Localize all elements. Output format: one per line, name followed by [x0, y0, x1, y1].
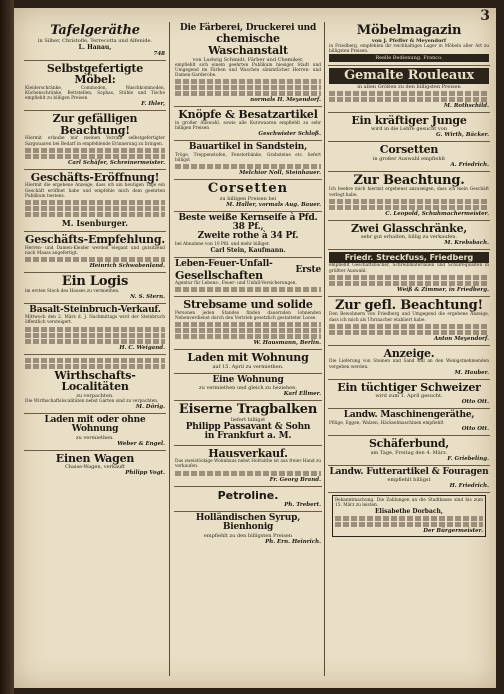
ad-title-line1: Leben-Feuer-Unfall-: [175, 259, 273, 270]
ad-signature: Anton Meyendorf.: [433, 335, 489, 342]
ad-text: Hiermit erlaube mir meinen Vorrath selbstgefertigter Sargwaaren bei Bedarf in empfehlende Erinnerung zu bringen.: [25, 136, 165, 147]
ad-text: zu billigen Preisen bei: [219, 195, 277, 202]
ad-title: Geschäfts-Eröffnung!: [30, 170, 160, 184]
ad-geschaefts-empfehlung: [24, 232, 166, 273]
ad-title: Zwei Glasschränke,: [350, 221, 468, 235]
ad-text: bei Abnahme von 10 Pfd. und mehr billiger.: [175, 241, 270, 247]
ad-signature: M. Haller, vormals Aug. Bauer.: [226, 201, 321, 208]
ad-text: Kleiderschränke, Commoden, Waschkommoden, Küchenschränke, Bettstellen, Sophas, Stühle und Tische empfiehlt zu billigen Preisen: [25, 85, 165, 102]
ad-text: Die Wirthschaftslocalitäten nebst Garten sind zu verpachten.: [25, 398, 159, 404]
ad-title: Corsetten: [379, 143, 439, 157]
ad-signature: Melchior Noll, Steinhauer.: [239, 169, 321, 176]
ad-futterartikel: [328, 466, 490, 493]
ad-text: empfiehlt sich einem geehrten Publikum hiesiger Stadt und Umgegend im Färben und Waschen sämmtlicher Herren- und Damen-Garderobe.: [175, 62, 321, 78]
ad-signature: W. Hausmann, Berlin.: [253, 340, 321, 347]
ad-title: Corsetten: [207, 180, 289, 196]
ad-title: Selbstgefertigte Möbel:: [46, 61, 144, 87]
ad-title: Basalt-Steinbruch-Verkauf.: [29, 304, 161, 315]
ad-signature: Fr. Georg Brand.: [269, 476, 321, 483]
ad-tafelgeraethe: [24, 22, 166, 61]
ad-moebelmagazin: [328, 22, 490, 66]
ad-text: zu vermiethen und gleich zu beziehen.: [199, 385, 297, 392]
ad-schweizer: [328, 380, 490, 410]
ad-junge: [328, 113, 490, 143]
ad-corsetten-right: [328, 142, 490, 172]
ad-anzeige: [328, 346, 490, 380]
ad-signature: Ph. Ern. Heinrich.: [265, 538, 321, 545]
ad-laden-wohnung: [174, 350, 322, 374]
ad-city: in Frankfurt a. M.: [204, 431, 292, 442]
ad-title: Zur gefälligen Beachtung!: [52, 112, 138, 137]
ad-signature: M. Hauber.: [454, 369, 489, 376]
ad-wohnung: [174, 374, 322, 401]
ad-title: Landw. Futterartikel & Fouragen: [329, 466, 489, 477]
ad-text: Personen jeden Standes finden dauernden lohnenden Nebenverdienst durch den Vertrieb gesetzlich gestatteter Loose.: [175, 310, 321, 322]
ad-text: Herren- und Damen-Kleider werden elegant und gutsitzend nach Maass angefertigt.: [25, 245, 165, 256]
ad-name: L. Hanau,: [78, 43, 112, 51]
ad-text: Hiermit die ergebene Anzeige, dass ich am heutigen Tage ein Geschäft eröffnet habe und empfehle mich dem geehrten Publikum bestens.: [25, 183, 165, 199]
ad-text: empfiehlt billigst: [387, 476, 431, 483]
ad-text: in großer Auswahl, sowie alle Kurzwaaren empfiehlt zu sehr billigen Preisen: [175, 120, 321, 131]
ad-zur-beachtung: [328, 172, 490, 221]
notice-signature: Der Bürgermeister.: [423, 528, 483, 535]
ad-title-line1: Die Färberei, Druckerei und: [179, 23, 317, 33]
ad-title: Ein Logis: [61, 273, 129, 289]
ad-moebel: [24, 61, 166, 112]
ad-subtitle: zu verpachten.: [76, 392, 114, 399]
ad-title: Hausverkauf.: [208, 446, 288, 460]
ad-text: Die Lieferung von Steinen und Sand soll an den Wenigstnehmenden vergeben werden.: [329, 359, 489, 370]
ad-signature: C. Leopold, Schuhmachermeister.: [385, 210, 489, 217]
ad-signature: Otto Ott.: [461, 399, 489, 406]
ad-sandstein: [174, 141, 322, 180]
ad-text: Chaise-Wagen, verkauft: [64, 464, 126, 471]
ad-text: Das zweistöckige Wohnhaus nebst Hofraithe ist aus freier Hand zu verkaufen.: [175, 459, 321, 470]
ad-text: in Friedberg, empfehlen ihr reichhaltiges Lager in Möbeln aller Art zu billigsten Preisen.: [329, 43, 489, 54]
ad-text: liefert billigst: [230, 416, 266, 423]
ad-text: Pflüge, Eggen, Walzen, Häckselmaschinen empfiehlt: [329, 420, 444, 426]
ad-rouleaux: [328, 66, 490, 113]
ad-footer: Reelle Bedienung. Franco.: [329, 54, 489, 62]
ad-text: empfiehlt Geschäftsbücher, Schreibmaterialien und Schulrequisiten in größter Auswahl.: [329, 263, 489, 274]
ad-laden: [24, 414, 166, 451]
notice-text: Bekanntmachung. Die Zahlungen an die Stadtkasse sind bis zum 15. März zu leisten.: [335, 497, 483, 509]
column-rule: [169, 22, 170, 676]
ad-signature: Weber & Engel.: [117, 440, 165, 447]
ad-streckfuss: [328, 250, 490, 296]
ad-title: Bauartikel in Sandstein,: [188, 142, 308, 153]
ad-text: Tröge, Treppenstufen, Fensterbänke, Grabsteine etc. liefert billigst: [175, 152, 321, 163]
ad-signature: Heinrich Schwabenland.: [89, 262, 165, 269]
ad-knoepfe: [174, 107, 322, 141]
ad-title: Wirthschafts-Localitäten: [54, 368, 136, 394]
ad-signature: Philipp Vogt.: [125, 470, 165, 477]
ad-title: Zur Beachtung.: [353, 172, 465, 188]
ad-logis: [24, 273, 166, 304]
ad-signature: M. Dörig.: [135, 403, 165, 410]
ad-title: Eiserne Tragbalken: [178, 402, 318, 418]
ad-text: sehr gut erhalten, billig zu verkaufen.: [360, 234, 458, 241]
ad-signature: Karl Ellmer.: [283, 391, 321, 398]
ad-signature: F. Griebeling.: [447, 455, 489, 462]
ad-company: Philipp Passavant & Sohn: [185, 421, 311, 432]
ad-tragbalken: [174, 401, 322, 446]
ad-text: am Tage, Freitag den 4. März.: [370, 449, 448, 456]
ad-title: Laden mit Wohnung: [187, 351, 309, 365]
ad-title-line2: Gesellschaften: [175, 268, 263, 282]
ad-signature: M. Krebsbach.: [444, 240, 489, 247]
ad-faerberei: [174, 22, 322, 107]
ad-signature: Ph. Trebert.: [284, 501, 321, 508]
ad-signature: Geschwister Schloß.: [258, 131, 321, 138]
ad-subtitle: von Ludwig Schmidt, Färber und Chemiker,: [192, 56, 304, 63]
ad-title: Tafelgeräthe: [50, 23, 140, 38]
ad-schaeferbund: [328, 436, 490, 466]
ad-text: auf 15. April zu vermiethen.: [212, 363, 284, 370]
ad-beachtung: [24, 111, 166, 170]
ad-text: Agentur für Lebens-, Feuer- und Unfall-Versicherungen.: [175, 281, 297, 287]
ad-title: Laden mit oder ohne Wohnung: [44, 414, 146, 435]
ad-signature: A. Friedrich.: [450, 161, 489, 168]
ad-title: Geschäfts-Empfehlung.: [25, 233, 165, 246]
ad-syrup: [174, 512, 322, 548]
column-middle: [174, 22, 322, 676]
ad-text: im ersten Stock des Hauses zu vermiethen.: [25, 288, 120, 294]
ad-text: zu vermiethen.: [76, 434, 114, 441]
column-rule: [324, 22, 325, 676]
ad-corsetten: [174, 180, 322, 212]
ad-maschinengeraethe: [328, 409, 490, 436]
ad-text: empfiehlt zu den billigsten Preisen: [203, 532, 293, 539]
ad-signature: F. Ihler,: [141, 101, 165, 108]
ad-text: wird zum 1. April gesucht.: [375, 393, 443, 400]
ad-title: Ein tüchtiger Schweizer: [337, 380, 481, 394]
ad-geschaefts-eroeffnung: [24, 170, 166, 232]
notice-name: Elisabethe Dorbach,: [374, 508, 443, 516]
ad-glasschraenke: [328, 221, 490, 251]
column-left: [24, 22, 166, 676]
ad-title: Schäferbund,: [368, 436, 450, 450]
ad-title-line2: chemische Waschanstalt: [208, 32, 288, 57]
ad-text: in allen Größen zu den billigsten Preisen: [357, 83, 461, 90]
ad-signature: M. Rothschild.: [443, 102, 489, 109]
ad-signature: Weiß & Zimmer, in Friedberg.: [396, 286, 489, 293]
ad-signature: Otto Ott.: [461, 425, 489, 432]
ad-title: Zur gefl. Beachtung!: [334, 297, 483, 313]
notice-box: [332, 495, 486, 537]
ad-title: Beste weiße Kernseife à Pfd. 38 Pf.,: [178, 212, 318, 233]
ad-title-line1: Holländischen Syrup,: [195, 512, 301, 523]
ad-title: Gemalte Rouleaux: [329, 68, 489, 84]
ad-basalt: [24, 304, 166, 355]
ad-signature: M. Isenburger.: [61, 218, 129, 228]
ad-gesellschaften: [174, 258, 322, 297]
ad-signature: H. Friedrich.: [449, 482, 489, 489]
ad-strebsame: [174, 297, 322, 350]
ad-title-line2: Bienhonig: [222, 522, 274, 533]
ad-signature: normals H. Meyendorf.: [250, 97, 321, 104]
ad-title: Knöpfe & Besatzartikel: [178, 108, 318, 122]
ad-subtitle: in Silber, Christofle, Terrecotta und Alfenide.: [37, 37, 153, 44]
ad-wirthschaft: [24, 355, 166, 414]
ad-text: Mittwoch den 2. März d. J. Nachmittags wird der Steinbruch öffentlich versteigert.: [25, 315, 165, 326]
ad-title: Friedr. Streckfuss, Friedberg: [329, 252, 489, 263]
ad-title: Ein kräftiger Junge: [351, 113, 467, 127]
ad-title-line2: Zweite rothe à 34 Pf.: [197, 231, 299, 242]
ad-title: Strebsame und solide: [183, 298, 313, 312]
ad-title: Landw. Maschinengeräthe,: [343, 410, 475, 421]
newspaper-page: [14, 8, 496, 688]
ad-kernseife: [174, 212, 322, 259]
ad-hausverkauf: [174, 446, 322, 487]
ad-text: Ich beehre mich hiermit ergebenst anzuzeigen, dass ich mein Geschäft verlegt habe.: [329, 187, 489, 198]
ad-signature: H. C. Weigand.: [119, 344, 165, 351]
ad-title: Eine Wohnung: [212, 374, 284, 385]
ad-title: Petroline.: [217, 488, 279, 502]
ad-text: in großer Auswahl empfiehlt: [372, 155, 446, 162]
column-right: [328, 22, 490, 676]
ad-wagen: [24, 451, 166, 480]
ad-signature: 748: [153, 50, 165, 57]
ad-signature: Carl Schäfer, Schreinermeister.: [68, 159, 165, 166]
book-spine: [0, 0, 14, 694]
ad-gefl-beachtung: [328, 297, 490, 346]
ad-signature: G. Wirth, Bäcker.: [436, 132, 489, 139]
ad-subtitle: von J. Pfeffer & Meyendorf: [371, 37, 447, 44]
ad-petroline: [174, 487, 322, 512]
ad-title-right: Erste: [295, 264, 321, 275]
ad-title: Anzeige.: [383, 346, 435, 360]
page-number: 3: [480, 8, 490, 24]
ad-text: wird in die Lehre gesucht von: [371, 126, 447, 133]
ad-text: Den Bewohnern von Friedberg und Umgegend die ergebene Anzeige, dass ich mich als Uhrmacher etabliert habe.: [329, 312, 489, 323]
ad-signature: Carl Stein, Kaufmann.: [210, 247, 286, 255]
ad-title: Möbelmagazin: [356, 23, 462, 38]
ad-signature: N. S. Stern.: [130, 293, 165, 300]
ad-title: Einen Wagen: [55, 451, 135, 465]
